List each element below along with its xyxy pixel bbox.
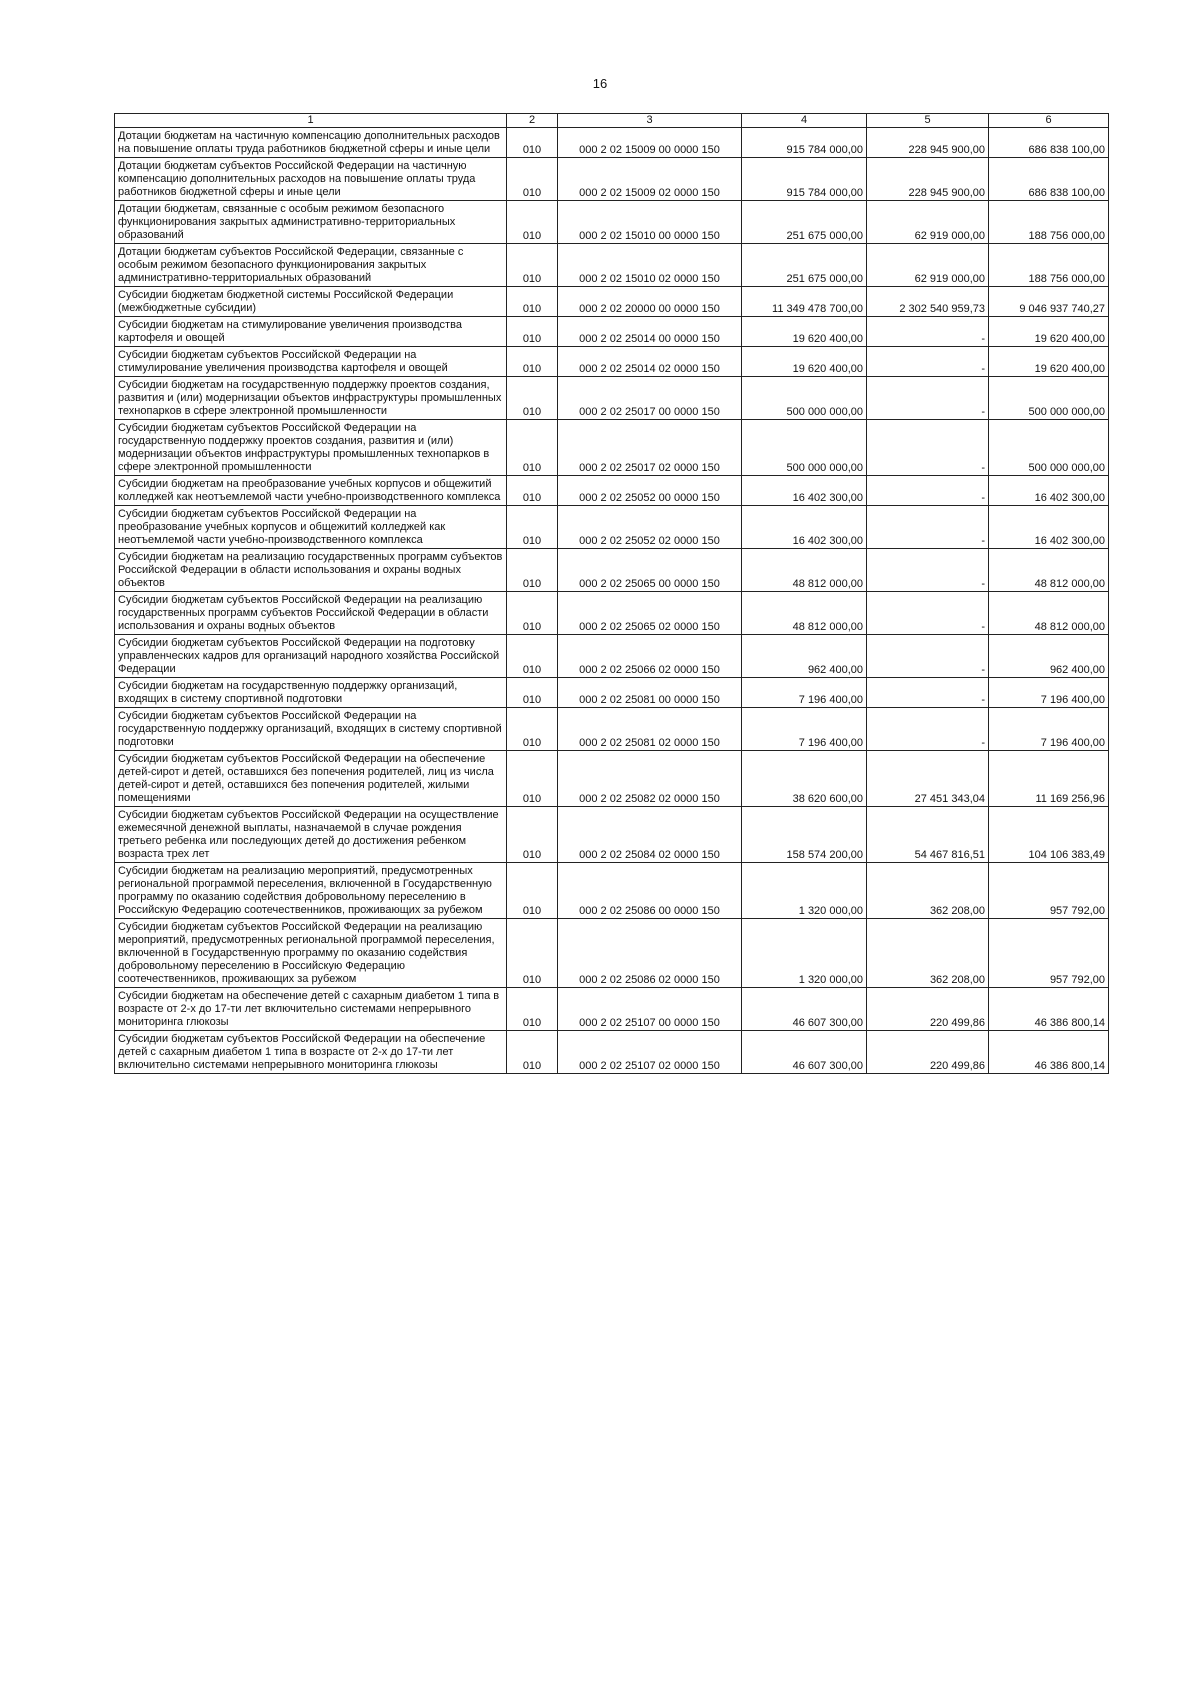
row-rest-cell: 104 106 383,49 — [989, 807, 1109, 863]
row-plan-cell: 46 607 300,00 — [742, 1031, 867, 1074]
row-kbk-cell: 000 2 02 15010 00 0000 150 — [558, 201, 742, 244]
row-kbk-cell: 000 2 02 25081 00 0000 150 — [558, 678, 742, 708]
row-kbk-cell: 000 2 02 20000 00 0000 150 — [558, 287, 742, 317]
table-row — [115, 549, 1109, 592]
row-code-cell: 010 — [507, 592, 558, 635]
row-rest-cell: 962 400,00 — [989, 635, 1109, 678]
row-code-cell: 010 — [507, 1031, 558, 1074]
row-code-cell: 010 — [507, 158, 558, 201]
table-row — [115, 128, 1109, 158]
row-rest-cell: 48 812 000,00 — [989, 592, 1109, 635]
row-name-cell: Субсидии бюджетам субъектов Российской Федерации на государственную поддержку организаций, входящих в систему спортивной подготовки — [115, 708, 507, 751]
row-done-cell: - — [867, 476, 989, 506]
table-row — [115, 751, 1109, 807]
row-plan-cell: 7 196 400,00 — [742, 678, 867, 708]
row-done-cell: - — [867, 678, 989, 708]
row-name-cell: Субсидии бюджетам на реализацию мероприятий, предусмотренных региональной программой переселения, включенной в Государственную программу по оказанию содействия добровольному переселению в Российскую Федерацию соотечественников, проживающих за рубежом — [115, 863, 507, 919]
row-code-cell: 010 — [507, 317, 558, 347]
row-done-cell: - — [867, 592, 989, 635]
row-plan-cell: 48 812 000,00 — [742, 549, 867, 592]
row-rest-cell: 500 000 000,00 — [989, 420, 1109, 476]
row-code-cell: 010 — [507, 678, 558, 708]
row-kbk-cell: 000 2 02 25017 02 0000 150 — [558, 420, 742, 476]
header-col-1: 1 — [115, 114, 507, 128]
row-rest-cell: 9 046 937 740,27 — [989, 287, 1109, 317]
row-plan-cell: 1 320 000,00 — [742, 919, 867, 988]
row-done-cell: - — [867, 506, 989, 549]
row-name-cell: Субсидии бюджетам субъектов Российской Федерации на подготовку управленческих кадров для организаций народного хозяйства Российской Федерации — [115, 635, 507, 678]
row-code-cell: 010 — [507, 751, 558, 807]
row-plan-cell: 158 574 200,00 — [742, 807, 867, 863]
row-name-cell: Субсидии бюджетам субъектов Российской Федерации на обеспечение детей-сирот и детей, оставшихся без попечения родителей, лиц из числа детей-сирот и детей, оставшихся без попечения родителей, жилыми помещениями — [115, 751, 507, 807]
row-name-cell: Субсидии бюджетам бюджетной системы Российской Федерации (межбюджетные субсидии) — [115, 287, 507, 317]
row-plan-cell: 1 320 000,00 — [742, 863, 867, 919]
row-kbk-cell: 000 2 02 15009 02 0000 150 — [558, 158, 742, 201]
row-code-cell: 010 — [507, 476, 558, 506]
row-name-cell: Субсидии бюджетам на государственную поддержку организаций, входящих в систему спортивной подготовки — [115, 678, 507, 708]
row-kbk-cell: 000 2 02 25086 00 0000 150 — [558, 863, 742, 919]
row-code-cell: 010 — [507, 377, 558, 420]
row-kbk-cell: 000 2 02 25107 00 0000 150 — [558, 988, 742, 1031]
row-rest-cell: 46 386 800,14 — [989, 988, 1109, 1031]
table-row — [115, 201, 1109, 244]
row-name-cell: Субсидии бюджетам субъектов Российской Федерации на реализацию государственных программ субъектов Российской Федерации в области использования и охраны водных объектов — [115, 592, 507, 635]
budget-table — [114, 113, 1109, 1074]
row-name-cell: Субсидии бюджетам субъектов Российской Федерации на стимулирование увеличения производства картофеля и овощей — [115, 347, 507, 377]
row-plan-cell: 251 675 000,00 — [742, 201, 867, 244]
row-kbk-cell: 000 2 02 25052 02 0000 150 — [558, 506, 742, 549]
row-rest-cell: 11 169 256,96 — [989, 751, 1109, 807]
table-row — [115, 919, 1109, 988]
row-kbk-cell: 000 2 02 25017 00 0000 150 — [558, 377, 742, 420]
table-row — [115, 244, 1109, 287]
row-rest-cell: 188 756 000,00 — [989, 201, 1109, 244]
table-row — [115, 377, 1109, 420]
row-done-cell: - — [867, 377, 989, 420]
table-row — [115, 287, 1109, 317]
table-row — [115, 506, 1109, 549]
row-name-cell: Субсидии бюджетам субъектов Российской Федерации на государственную поддержку проектов создания, развития и (или) модернизации объектов инфраструктуры промышленных технопарков в сфере электронной промышленности — [115, 420, 507, 476]
row-code-cell: 010 — [507, 201, 558, 244]
row-plan-cell: 38 620 600,00 — [742, 751, 867, 807]
row-kbk-cell: 000 2 02 25107 02 0000 150 — [558, 1031, 742, 1074]
table-row — [115, 476, 1109, 506]
row-name-cell: Субсидии бюджетам на обеспечение детей с сахарным диабетом 1 типа в возрасте от 2-х до 17-ти лет включительно системами непрерывного мониторинга глюкозы — [115, 988, 507, 1031]
row-done-cell: - — [867, 317, 989, 347]
table-row — [115, 420, 1109, 476]
row-kbk-cell: 000 2 02 25065 00 0000 150 — [558, 549, 742, 592]
row-done-cell: 220 499,86 — [867, 1031, 989, 1074]
row-code-cell: 010 — [507, 420, 558, 476]
header-col-5: 5 — [867, 114, 989, 128]
row-plan-cell: 19 620 400,00 — [742, 347, 867, 377]
row-kbk-cell: 000 2 02 25052 00 0000 150 — [558, 476, 742, 506]
row-name-cell: Субсидии бюджетам субъектов Российской Федерации на осуществление ежемесячной денежной выплаты, назначаемой в случае рождения третьего ребенка или последующих детей до достижения ребенком возраста трех лет — [115, 807, 507, 863]
row-code-cell: 010 — [507, 347, 558, 377]
row-done-cell: 2 302 540 959,73 — [867, 287, 989, 317]
row-rest-cell: 957 792,00 — [989, 919, 1109, 988]
row-name-cell: Субсидии бюджетам субъектов Российской Федерации на реализацию мероприятий, предусмотренных региональной программой переселения, включенной в Государственную программу по оказанию содействия добровольному переселению в Российскую Федерацию соотечественников, проживающих за рубежом — [115, 919, 507, 988]
row-name-cell: Субсидии бюджетам субъектов Российской Федерации на обеспечение детей с сахарным диабетом 1 типа в возрасте от 2-х до 17-ти лет включительно системами непрерывного мониторинга глюкозы — [115, 1031, 507, 1074]
row-plan-cell: 16 402 300,00 — [742, 506, 867, 549]
row-kbk-cell: 000 2 02 25066 02 0000 150 — [558, 635, 742, 678]
row-name-cell: Субсидии бюджетам на стимулирование увеличения производства картофеля и овощей — [115, 317, 507, 347]
header-col-6: 6 — [989, 114, 1109, 128]
row-done-cell: 228 945 900,00 — [867, 158, 989, 201]
row-name-cell: Дотации бюджетам субъектов Российской Федерации, связанные с особым режимом безопасного функционирования закрытых административно-территориальных образований — [115, 244, 507, 287]
row-kbk-cell: 000 2 02 25081 02 0000 150 — [558, 708, 742, 751]
table-row — [115, 807, 1109, 863]
row-done-cell: 54 467 816,51 — [867, 807, 989, 863]
row-rest-cell: 19 620 400,00 — [989, 347, 1109, 377]
header-col-2: 2 — [507, 114, 558, 128]
row-code-cell: 010 — [507, 549, 558, 592]
header-col-4: 4 — [742, 114, 867, 128]
row-done-cell: 62 919 000,00 — [867, 201, 989, 244]
row-plan-cell: 48 812 000,00 — [742, 592, 867, 635]
row-name-cell: Субсидии бюджетам субъектов Российской Федерации на преобразование учебных корпусов и общежитий колледжей как неотъемлемой части учебно-производственного комплекса — [115, 506, 507, 549]
row-done-cell: 362 208,00 — [867, 863, 989, 919]
row-rest-cell: 500 000 000,00 — [989, 377, 1109, 420]
table-row — [115, 347, 1109, 377]
row-plan-cell: 7 196 400,00 — [742, 708, 867, 751]
header-col-3: 3 — [558, 114, 742, 128]
table-body — [115, 128, 1109, 1074]
row-plan-cell: 11 349 478 700,00 — [742, 287, 867, 317]
row-kbk-cell: 000 2 02 25065 02 0000 150 — [558, 592, 742, 635]
row-plan-cell: 915 784 000,00 — [742, 158, 867, 201]
table-row — [115, 158, 1109, 201]
row-code-cell: 010 — [507, 863, 558, 919]
row-done-cell: - — [867, 708, 989, 751]
table-row — [115, 708, 1109, 751]
row-name-cell: Субсидии бюджетам на реализацию государственных программ субъектов Российской Федерации в области использования и охраны водных объектов — [115, 549, 507, 592]
row-done-cell: - — [867, 420, 989, 476]
row-plan-cell: 46 607 300,00 — [742, 988, 867, 1031]
row-code-cell: 010 — [507, 807, 558, 863]
row-done-cell: - — [867, 347, 989, 377]
row-rest-cell: 16 402 300,00 — [989, 506, 1109, 549]
row-rest-cell: 686 838 100,00 — [989, 128, 1109, 158]
row-kbk-cell: 000 2 02 25014 00 0000 150 — [558, 317, 742, 347]
row-code-cell: 010 — [507, 506, 558, 549]
row-name-cell: Субсидии бюджетам на государственную поддержку проектов создания, развития и (или) модернизации объектов инфраструктуры промышленных технопарков в сфере электронной промышленности — [115, 377, 507, 420]
row-plan-cell: 251 675 000,00 — [742, 244, 867, 287]
row-kbk-cell: 000 2 02 15010 02 0000 150 — [558, 244, 742, 287]
row-plan-cell: 19 620 400,00 — [742, 317, 867, 347]
row-rest-cell: 188 756 000,00 — [989, 244, 1109, 287]
row-plan-cell: 16 402 300,00 — [742, 476, 867, 506]
row-rest-cell: 48 812 000,00 — [989, 549, 1109, 592]
row-done-cell: 220 499,86 — [867, 988, 989, 1031]
row-done-cell: - — [867, 635, 989, 678]
row-code-cell: 010 — [507, 708, 558, 751]
header-row — [115, 114, 1109, 128]
row-code-cell: 010 — [507, 635, 558, 678]
table-row — [115, 592, 1109, 635]
row-kbk-cell: 000 2 02 25082 02 0000 150 — [558, 751, 742, 807]
row-plan-cell: 962 400,00 — [742, 635, 867, 678]
row-kbk-cell: 000 2 02 25014 02 0000 150 — [558, 347, 742, 377]
row-done-cell: - — [867, 549, 989, 592]
row-name-cell: Субсидии бюджетам на преобразование учебных корпусов и общежитий колледжей как неотъемлемой части учебно-производственного комплекса — [115, 476, 507, 506]
row-code-cell: 010 — [507, 244, 558, 287]
table-row — [115, 988, 1109, 1031]
table-row — [115, 1031, 1109, 1074]
row-plan-cell: 500 000 000,00 — [742, 377, 867, 420]
row-plan-cell: 915 784 000,00 — [742, 128, 867, 158]
row-kbk-cell: 000 2 02 15009 00 0000 150 — [558, 128, 742, 158]
table-row — [115, 678, 1109, 708]
page-number: 16 — [592, 76, 608, 91]
row-kbk-cell: 000 2 02 25084 02 0000 150 — [558, 807, 742, 863]
row-rest-cell: 16 402 300,00 — [989, 476, 1109, 506]
row-code-cell: 010 — [507, 988, 558, 1031]
row-plan-cell: 500 000 000,00 — [742, 420, 867, 476]
table-row — [115, 863, 1109, 919]
table-row — [115, 635, 1109, 678]
row-done-cell: 27 451 343,04 — [867, 751, 989, 807]
row-name-cell: Дотации бюджетам субъектов Российской Федерации на частичную компенсацию дополнительных расходов на повышение оплаты труда работников бюджетной сферы и иные цели — [115, 158, 507, 201]
row-code-cell: 010 — [507, 919, 558, 988]
row-code-cell: 010 — [507, 287, 558, 317]
row-rest-cell: 7 196 400,00 — [989, 678, 1109, 708]
table-row — [115, 317, 1109, 347]
row-done-cell: 62 919 000,00 — [867, 244, 989, 287]
row-name-cell: Дотации бюджетам на частичную компенсацию дополнительных расходов на повышение оплаты труда работников бюджетной сферы и иные цели — [115, 128, 507, 158]
row-rest-cell: 957 792,00 — [989, 863, 1109, 919]
row-rest-cell: 46 386 800,14 — [989, 1031, 1109, 1074]
row-done-cell: 228 945 900,00 — [867, 128, 989, 158]
row-done-cell: 362 208,00 — [867, 919, 989, 988]
row-rest-cell: 7 196 400,00 — [989, 708, 1109, 751]
row-rest-cell: 19 620 400,00 — [989, 317, 1109, 347]
row-code-cell: 010 — [507, 128, 558, 158]
row-name-cell: Дотации бюджетам, связанные с особым режимом безопасного функционирования закрытых административно-территориальных образований — [115, 201, 507, 244]
row-kbk-cell: 000 2 02 25086 02 0000 150 — [558, 919, 742, 988]
row-rest-cell: 686 838 100,00 — [989, 158, 1109, 201]
